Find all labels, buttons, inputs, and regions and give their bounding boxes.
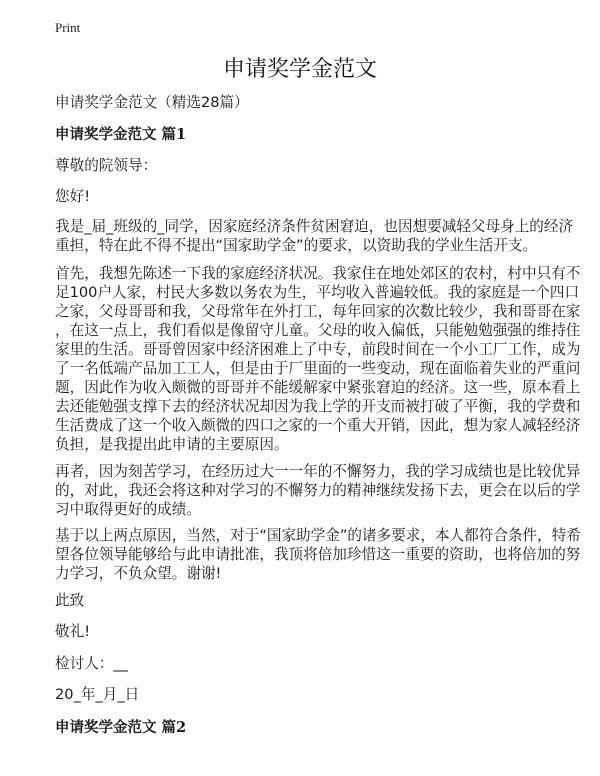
closing-line-1: 此致 [55,592,85,609]
paragraph-4 [55,526,581,583]
paragraph-line: 生活费成了这一个收入颇微的四口之家的一个重大开销，因此，想为家人减轻经济 [55,417,581,434]
paragraph-line: 我是_届_班级的_同学，因家庭经济条件贫困窘迫，也因想要减轻父母身上的经济 [55,218,574,235]
paragraph-line: 再者，因为刻苦学习，在经历过大一一年的不懈努力，我的学习成绩也是比较优异 [55,463,581,480]
paragraph-line: 家里的生活。哥哥曾因家中经济困难上了中专，前段时间在一个小工厂工作，成为 [55,341,581,358]
paragraph-line: 了一名低端产品加工工人，但是由于厂里面的一些变动，现在面临着失业的严重问 [55,360,581,377]
paragraph-1 [55,217,574,255]
paragraph-2 [55,264,581,454]
paragraph-3 [55,462,581,519]
section-heading-1: 申请奖学金范文 篇1 [55,126,187,143]
paragraph-line: 力学习，不负众望。谢谢! [55,565,222,582]
paragraph-line: 的，对此，我还会将这种对学习的不懈努力的精神继续发扬下去，更会在以后的学 [55,482,581,499]
closing-line-2: 敬礼! [55,623,91,640]
date-line: 20_年_月_日 [55,686,140,703]
print-link[interactable]: Print [55,20,81,35]
paragraph-line: 负担，是我提出此申请的主要原因。 [55,436,289,453]
document-subtitle: 申请奖学金范文（精选28篇） [55,94,249,111]
paragraph-line: 基于以上两点原因，当然，对于“国家助学金”的诸多要求，本人都符合条件，特希 [55,527,581,544]
paragraph-line: 去还能勉强支撑下去的经济状况却因为我上学的开支而被打破了平衡，我的学费和 [55,398,581,415]
signer-line: 检讨人：__ [55,655,128,672]
paragraph-line: 题，因此作为收入颇微的哥哥并不能缓解家中紧张窘迫的经济。这一些，原本看上 [55,379,581,396]
paragraph-line: ，在这一点上，我们看似是像留守儿童。父母的收入偏低，只能勉勉强强的维持住 [55,322,581,339]
page-title: 申请奖学金范文 [222,57,377,82]
paragraph-line: 重担，特在此不得不提出“国家助学金”的要求，以资助我的学业生活开支。 [55,237,538,254]
paragraph-line: 习中取得更好的成绩。 [55,501,201,518]
paragraph-line: 望各位领导能够给与此申请批准，我顶将倍加珍惜这一重要的资助，也将倍加的努 [55,546,581,563]
paragraph-line: 足100户人家，村民大多数以务农为生，平均收入普遍较低。我的家庭是一个四口 [55,284,580,301]
paragraph-line: 首先，我想先陈述一下我的家庭经济状况。我家住在地处郊区的农村，村中只有不 [55,265,581,282]
greeting: 您好! [55,188,91,205]
section-heading-2: 申请奖学金范文 篇2 [55,719,187,736]
paragraph-line: 之家，父母哥哥和我，父母常年在外打工，每年回家的次数比较少，我和哥哥在家 [55,303,581,320]
salutation: 尊敬的院领导： [55,157,158,174]
